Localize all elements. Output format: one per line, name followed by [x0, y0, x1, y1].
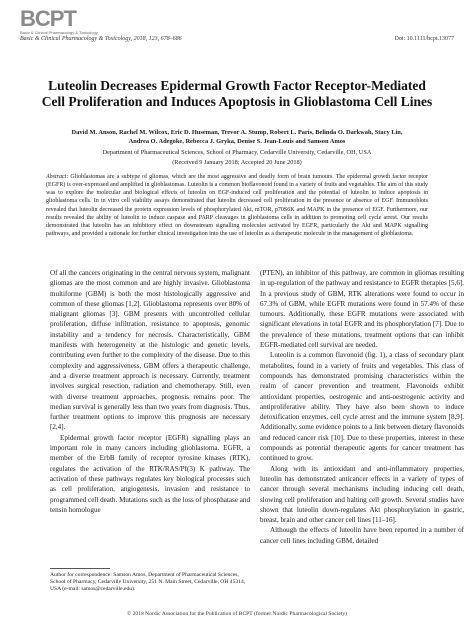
journal-citation: Basic & Clinical Pharmacology & Toxicology, 2018, 123, 678–686	[20, 36, 182, 42]
authors-line-2: Andrea O. Adegoke, Rebecca J. Gryka, Denise S. Jean-Louis and Samson Amos	[128, 138, 346, 145]
body-paragraph: Luteolin is a common flavonoid (fig. 1), a class of secondary plant metabolites, found in a variety of fruits and vegetables. This class of compounds has demonstrated promising characteristics within the realm of cancer prevention and treatment. Flavonoids exhibit antioxidant properties, oestrogenic and anti-oestrogenic activity and antiproliferative ability. They have also been shown to induce detoxification enzymes, cell cycle arrest and the immune system [8,9]. Additionally, some evidence points to a link between dietary flavonoids and reduced cancer risk [10]. Due to these properties, interest in these compounds as potential therapeutic agents for cancer treatment has continued to grow.	[260, 351, 464, 463]
copyright-line: © 2018 Nordic Association for the Publication of BCPT (former Nordic Pharmacological Society)	[126, 611, 348, 617]
article-title: Luteolin Decreases Epidermal Growth Factor Receptor-Mediated Cell Proliferation and Induces Apoptosis in Glioblastoma Cell Lines	[41, 78, 433, 109]
journal-logo-mark: BCPT	[20, 6, 76, 31]
body-column-right	[260, 268, 464, 546]
running-head	[20, 36, 454, 46]
received-dates: (Received 9 January 2018; Accepted 20 June 2018)	[172, 159, 302, 166]
affiliation: Department of Pharmaceutical Sciences, School of Pharmacy, Cedarville University, Cedarville, OH, USA	[102, 149, 372, 156]
abstract	[46, 173, 428, 238]
body-column-left	[50, 268, 250, 515]
authors-line-1: David M. Anson, Rachel M. Wilcox, Eric D. Huseman, Trevor A. Stump, Robert L. Paris, Belinda O. Darkwah, Stacy Lin,	[71, 129, 403, 136]
journal-logo	[20, 8, 130, 38]
journal-logo-subtitle: Basic & Clinical Pharmacology & Toxicology	[20, 30, 98, 35]
author-list	[40, 128, 434, 146]
correspondence-footnote: Author for correspondence: Samson Amos, Department of Pharmaceutical Sciences, School of Pharmacy, Cedarville University, 251 N. Main Street, Cedarville, OH 45314, USA (e-mail: samos@cedarville.edu).	[50, 572, 246, 593]
body-paragraph: Along with its antioxidant and anti-inflammatory properties, luteolin has demonstrated anticancer effects in a variety of types of cancer through several mechanisms including inducing cell death, slowing cell proliferation and halting cell growth. Several studies have shown that luteolin down-regulates Akt phosphorylation in gastric, breast, brain and other cancer cell lines [11–16].	[260, 464, 464, 525]
body-paragraph: (PTEN), an inhibitor of this pathway, are common in gliomas resulting in up-regulation of the pathway and resistance to EGFR therapies [5,6]. In a previous study of GBM, RTK alterations were found to occur in 67.3% of GBM, while EGFR mutations were found in 57.4% of these tumours. Additionally, these EGFR mutations were associated with significant elevations in total EGFR and its phosphorylation [7]. Due to the prevalence of these mutations, treatment options that can inhibit EGFR-mediated cell survival are needed.	[260, 269, 464, 350]
body-paragraph: Epidermal growth factor receptor (EGFR) signalling plays an important role in many cancers including glioblastoma. EGFR, a member of the ErbB family of receptor tyrosine kinases (RTK), regulates the activation of the RTK/RAS/PI(3) K pathway. The activation of these pathways regulates key biological processes such as cell proliferation, angiogenesis, invasion and resistance to programmed cell death. Mutations such as the loss of phosphatase and tensin homologue	[50, 433, 250, 514]
body-paragraph: Of all the cancers originating in the central nervous system, malignant gliomas are the most common and are highly invasive. Glioblastoma multiforme (GBM) is both the most histologically aggressive and common of these gliomas [1,2]. Glioblastoma represents over 80% of malignant gliomas [3]. GBM presents with uncontrolled cellular proliferation, diffuse infiltration, resistance to apoptosis, genomic instability and a tendency for necrosis. Characteristically, GBM manifests with heterogeneity at the histologic and genetic levels, contributing even further to the complexity of the disease. Due to this complexity and aggressiveness, GBM offers a therapeutic challenge, and a diverse treatment approach is necessary. Currently, treatment involves surgical resection, radiation and chemotherapy. Still, even with diverse treatment approaches, prognosis remains poor. The median survival is generally less than two years from diagnosis. Thus, further treatment options to improve this prognosis are necessary [2,4].	[50, 269, 250, 432]
body-paragraph: Although the effects of luteolin have been reported in a number of cancer cell lines including GBM, detailed	[260, 526, 464, 545]
abstract-text: Glioblastomas are a subtype of gliomas, which are the most aggressive and deadly form of brain tumours. The epidermal growth factor receptor (EGFR) is over-expressed and amplified in glioblastomas. Luteolin is a common bioflavonoid found in a variety of fruits and vegetables. The aim of this study was to explore the molecular and biological effects of luteolin on EGF-induced cell proliferation and the potential of luteolin to induce apoptosis in glioblastoma cells. In in vitro cell viability assays demonstrated that luteolin decreased cell proliferation in the presence or absence of EGF. Immunoblots revealed that luteolin decreased the protein expression levels of phosphorylated Akt, mTOR, p70S6K and MAPK in the presence of EGF. Furthermore, our results revealed the ability of luteolin to induce caspase and PARP cleavages in glioblastoma cells in addition to promoting cell cycle arrest. Our results demonstrated that luteolin has an inhibitory effect on downstream signalling molecules activated by EGFR, particularly the Akt and MAPK signalling pathways, and provided a rationale for further clinical investigation into the use of luteolin as a therapeutic molecule in the management of glioblastoma.	[46, 174, 428, 238]
footnote-divider	[50, 568, 110, 569]
doi-link[interactable]: Doi: 10.1111/bcpt.13077	[394, 36, 454, 42]
abstract-label: Abstract:	[46, 174, 69, 180]
